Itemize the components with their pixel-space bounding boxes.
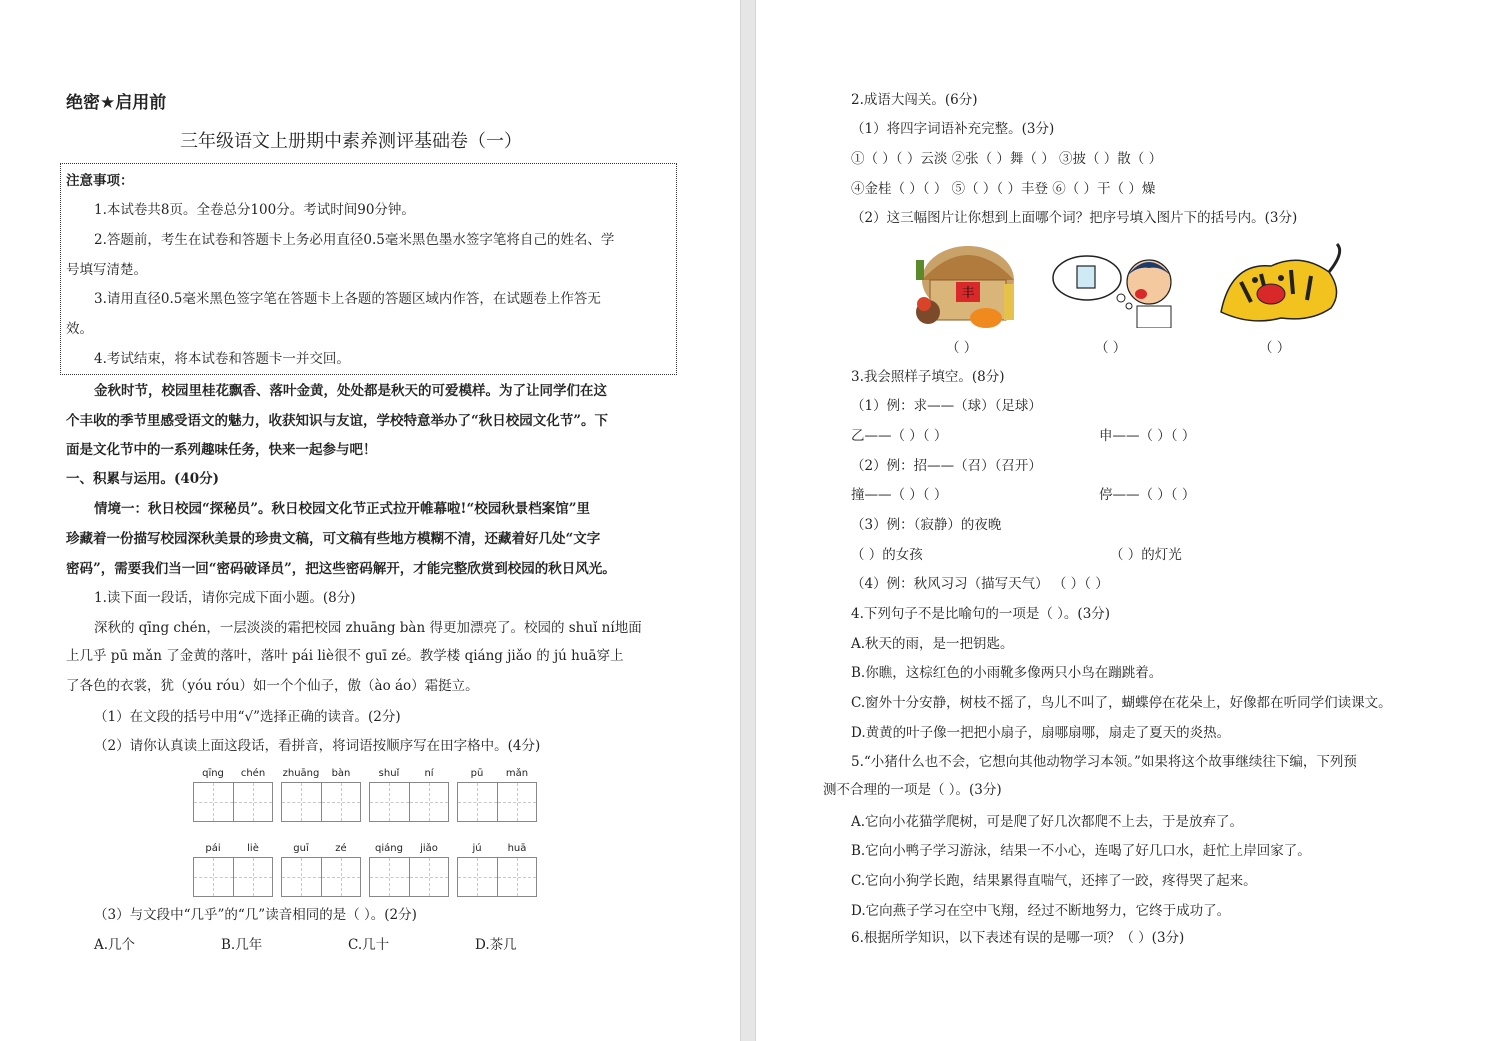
pinyin-label: bàn — [331, 768, 351, 779]
question-3-2-b: 停——（ ）（ ） — [1099, 487, 1196, 503]
pinyin-label: pái — [205, 843, 221, 854]
question-3-2: （2）例：招——（召）（召开） — [851, 458, 1042, 474]
question-2-2: （2）这三幅图片让你想到上面哪个词？把序号填入图片下的括号内。(3分) — [851, 210, 1298, 226]
question-5-option-a: A.它向小花猫学爬树，可是爬了好几次都爬不上去，于是放弃了。 — [851, 814, 1244, 830]
notice-item-1: 1.本试卷共8页。全卷总分100分。考试时间90分钟。 — [94, 202, 415, 218]
pinyin-label: jú — [472, 843, 482, 854]
tianzige-box[interactable] — [193, 782, 273, 822]
question-3-4: （4）例：秋风习习（描写天气） （ ）（ ） — [851, 576, 1109, 592]
secret-label: 绝密★启用前 — [66, 93, 167, 113]
tianzige-box[interactable] — [457, 857, 537, 897]
tianzige-box[interactable] — [281, 857, 361, 897]
page-title: 三年级语文上册期中素养测评基础卷（一） — [180, 131, 522, 152]
notice-box — [60, 163, 677, 375]
notice-heading: 注意事项： — [66, 173, 134, 189]
intro-line-3: 面是文化节中的一系列趣味任务，快来一起参与吧！ — [66, 442, 377, 458]
passage-line-2: 上几乎 pū mǎn 了金黄的落叶，落叶 pái liè很不 guī zé。教学楼 qiáng jiǎo 的 jú huā穿上 — [66, 648, 624, 664]
pinyin-label: jiǎo — [420, 843, 438, 854]
pinyin-label: pū — [470, 768, 484, 779]
pinyin-label: ní — [424, 768, 434, 779]
question-4: 4.下列句子不是比喻句的一项是（ ）。(3分) — [851, 606, 1111, 622]
question-4-option-a: A.秋天的雨，是一把钥匙。 — [851, 636, 1014, 652]
option-a: A.几个 — [94, 937, 136, 953]
question-3-3-a: （ ）的女孩 — [851, 547, 923, 563]
question-1-1: （1）在文段的括号中用“√”选择正确的读音。(2分) — [94, 709, 401, 725]
notice-item-4: 4.考试结束，将本试卷和答题卡一并交回。 — [94, 351, 350, 367]
notice-item-3: 3.请用直径0.5毫米黑色签字笔在答题卡上各题的答题区域内作答，在试题卷上作答无 — [94, 291, 601, 307]
pinyin-label: mǎn — [505, 768, 529, 779]
idiom-row-1: ①（ ）（ ）云淡 ②张（ ）舞（ ） ③披（ ）散（ ） — [851, 151, 1163, 167]
option-c: C.几十 — [348, 937, 390, 953]
question-3-2-a: 撞——（ ）（ ） — [851, 487, 948, 503]
tianzige-box[interactable] — [369, 857, 449, 897]
question-1-2: （2）请你认真读上面这段话，看拼音，将词语按顺序写在田字格中。(4分) — [94, 738, 541, 754]
harvest-granary-picture — [908, 240, 1028, 328]
pinyin-label: qiáng — [375, 843, 403, 854]
notice-item-2: 2.答题前，考生在试卷和答题卡上务必用直径0.5毫米黑色墨水签字笔将自己的姓名、学 — [94, 232, 615, 248]
pinyin-label: liè — [247, 843, 259, 854]
passage-line-3: 了各色的衣裳，犹（yóu róu）如一个个仙子，傲（ào áo）霜挺立。 — [66, 678, 479, 694]
passage-line-1: 深秋的 qīng chén，一层淡淡的霜把校园 zhuāng bàn 得更加漂亮了。校园的 shuǐ ní地面 — [94, 620, 642, 636]
question-5-line-1: 5.“小猪什么也不会，它想向其他动物学习本领。”如果将这个故事继续往下编，下列预 — [851, 754, 1357, 770]
pinyin-label: shuǐ — [378, 768, 400, 779]
svg-text:丰: 丰 — [961, 286, 975, 301]
pinyin-label: zhuāng — [282, 768, 320, 779]
picture-2-blank: （ ） — [1095, 340, 1127, 356]
notice-item-3-cont: 效。 — [66, 321, 93, 337]
question-5-option-b: B.它向小鸭子学习游泳，结果一不小心，连喝了好几口水，赶忙上岸回家了。 — [851, 843, 1311, 859]
pinyin-label: zé — [335, 843, 347, 854]
option-b: B.几年 — [221, 937, 263, 953]
question-2: 2.成语大闯关。(6分) — [851, 92, 978, 108]
question-5-option-c: C.它向小狗学长跑，结果累得直喘气，还摔了一跤，疼得哭了起来。 — [851, 873, 1257, 889]
tiger-picture — [1211, 242, 1346, 328]
page-left — [0, 0, 740, 1041]
scene-line-1: 情境一：秋日校园“探秘员”。秋日校园文化节正式拉开帷幕啦!“校园秋景档案馆”里 — [94, 501, 590, 517]
question-3-3-b: （ ）的灯光 — [1110, 547, 1182, 563]
thirsty-boy-picture — [1051, 254, 1181, 328]
tianzige-box[interactable] — [369, 782, 449, 822]
scene-line-3: 密码”，需要我们当一回“密码破译员”，把这些密码解开，才能完整欣赏到校园的秋日风光。 — [66, 561, 616, 577]
question-4-option-c: C.窗外十分安静，树枝不摇了，鸟儿不叫了，蝴蝶停在花朵上，好像都在听同学们读课文。 — [851, 695, 1392, 711]
question-4-option-d: D.黄黄的叶子像一把把小扇子，扇哪扇哪，扇走了夏天的炎热。 — [851, 725, 1231, 741]
pinyin-label: huā — [507, 843, 527, 854]
question-2-1: （1）将四字词语补充完整。(3分) — [851, 121, 1055, 137]
question-4-option-b: B.你瞧，这棕红色的小雨靴多像两只小鸟在蹦跳着。 — [851, 665, 1163, 681]
tianzige-box[interactable] — [281, 782, 361, 822]
question-3-3: （3）例：（寂静）的夜晚 — [851, 517, 1002, 533]
intro-line-1: 金秋时节，校园里桂花飘香、落叶金黄，处处都是秋天的可爱模样。为了让同学们在这 — [94, 383, 607, 399]
option-d: D.茶几 — [475, 937, 517, 953]
idiom-row-2: ④金桂（ ）（ ） ⑤（ ）（ ）丰登 ⑥（ ）干（ ）燥 — [851, 181, 1156, 197]
tianzige-box[interactable] — [193, 857, 273, 897]
section-heading: 一、积累与运用。(40分) — [66, 471, 220, 487]
question-3-1-a: 乙——（ ）（ ） — [851, 428, 948, 444]
question-1: 1.读下面一段话，请你完成下面小题。(8分) — [94, 590, 356, 606]
picture-3-blank: （ ） — [1259, 340, 1291, 356]
pinyin-label: guī — [293, 843, 309, 854]
picture-1-blank: （ ） — [946, 340, 978, 356]
pinyin-label: qīng — [202, 768, 224, 779]
question-5-line-2: 测不合理的一项是（ ）。(3分) — [823, 782, 1002, 798]
question-3-1: （1）例：求——（球）（足球） — [851, 398, 1042, 414]
page-right — [756, 0, 1496, 1041]
question-6: 6.根据所学知识，以下表述有误的是哪一项？（ ）(3分) — [851, 930, 1185, 946]
page-gutter — [740, 0, 756, 1041]
question-5-option-d: D.它向燕子学习在空中飞翔，经过不断地努力，它终于成功了。 — [851, 903, 1231, 919]
pinyin-label: chén — [240, 768, 266, 779]
question-3: 3.我会照样子填空。(8分) — [851, 369, 1005, 385]
notice-item-2-cont: 号填写清楚。 — [66, 262, 147, 278]
question-3-1-b: 申——（ ）（ ） — [1099, 428, 1196, 444]
scene-line-2: 珍藏着一份描写校园深秋美景的珍贵文稿，可文稿有些地方模糊不清，还藏着好几处“文字 — [66, 531, 601, 547]
tianzige-box[interactable] — [457, 782, 537, 822]
intro-line-2: 个丰收的季节里感受语文的魅力，收获知识与友谊，学校特意举办了“秋日校园文化节”。下 — [66, 413, 609, 429]
question-1-3: （3）与文段中“几乎”的“几”读音相同的是（ ）。(2分) — [94, 907, 417, 923]
